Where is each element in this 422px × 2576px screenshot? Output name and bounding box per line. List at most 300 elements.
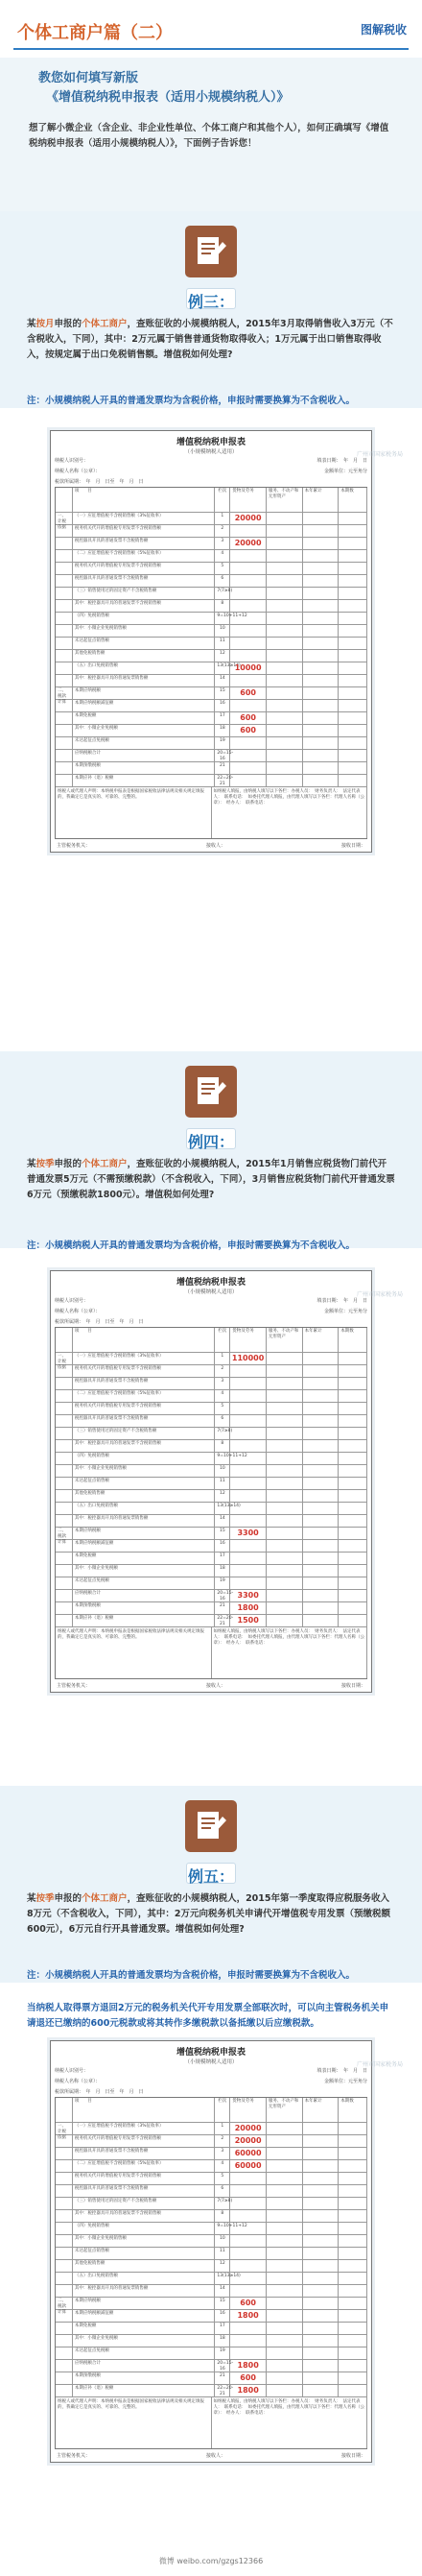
section-cell [56,1390,73,1402]
form-row-item: 未达起征点销售额 [73,638,216,649]
form-row-value [230,1490,267,1502]
section-cell [56,750,73,761]
form-row-empty [303,712,340,724]
form-row-empty [339,638,367,649]
form-row-empty [303,1440,340,1452]
section-cell [56,712,73,724]
form-row-empty [303,762,340,774]
form-row-empty [339,1615,367,1626]
form-row-empty [267,1403,303,1414]
form-row-empty [267,1615,303,1626]
example-label: 例三： [187,293,234,311]
form-row-empty [267,2198,303,2209]
form-row-empty [339,2148,367,2159]
receive-date-label: 接收日期： [340,843,365,849]
form-row-item: 未达起征点免税额 [73,737,216,749]
form-row-empty [303,700,340,711]
form-row-value [230,1465,267,1477]
section-cell [56,1428,73,1439]
form-row-empty [303,2148,340,2159]
form-row-item: 本期应纳税额减征额 [73,2310,216,2322]
vat-return-form [50,2040,372,2463]
form-row-no: 1 [215,513,230,524]
form-row-value: 20000 [230,513,267,524]
form-row-empty [267,563,303,574]
form-row-empty [267,513,303,524]
form-row-no: 21 [215,762,230,774]
vat-return-form [50,430,372,853]
section-cell [56,600,73,612]
form-row-no: 11 [215,2248,230,2259]
section-cell [56,1565,73,1577]
page-header [0,0,422,58]
form-row-empty [267,2273,303,2284]
form-row [56,1378,367,1390]
form-row [56,1403,367,1415]
section-cell [56,2235,73,2247]
form-row-empty [303,1378,340,1389]
section-cell [56,2260,73,2272]
form-row-no: 17 [215,1553,230,1564]
form-row-empty [339,1428,367,1439]
form-receipt-row [51,2449,371,2462]
declaration-text: 纳税人或代理人声明：本纳税申报表是根据国家税收法律法规及相关规定填报的，我确定它是真实的、可靠的、完整的。 [56,787,212,838]
form-title: 增值税纳税申报表 [176,2048,246,2058]
section-cell: 一、计税依据 [56,513,73,524]
form-title: 增值税纳税申报表 [176,1278,246,1288]
form-row-empty [303,1540,340,1552]
form-row-no: 8 [215,2210,230,2222]
line-no-header: 栏次 [215,2098,230,2122]
this-period-goods-header: 货物及劳务 [230,1328,267,1352]
example-note-refund: 当纳税人取得票方退回2万元的税务机关代开专用发票全部联次时，可以向主管税务机关申请退还已缴纳的600元税款或将其转作多缴税款以备抵缴以后应缴税款。 [27,2003,389,2029]
form-row-empty [267,2360,303,2371]
form-row-empty [339,712,367,724]
section-cell: 二、税款计算 [56,687,73,699]
form-row-value [230,750,267,761]
form-row [56,613,367,625]
form-row [56,538,367,550]
fill-date-label: 填表日期： 年 月 日 [316,1298,367,1304]
section-cell [56,538,73,549]
form-row-item: （三）销售使用过的固定资产不含税销售额 [73,588,215,599]
form-title: 增值税纳税申报表 [176,438,246,447]
form-row-item: 应纳税额合计 [73,1590,215,1601]
form-row-empty [303,575,340,587]
section-cell [56,1403,73,1414]
form-row [56,2260,367,2273]
ytd-header: 本年累计 [303,1328,340,1352]
form-row-empty [339,650,367,662]
signature-fields: 如纳税人填报，由纳税人填写以下各栏：办税人员： 财务负责人： 法定代表人： 联系电话： 如委托代理人填报，由代理人填写以下各栏：代理人名称（公章）： 经办人： 联系电话： [212,1627,368,1678]
form-row-no: 22=20-21 [217,776,234,786]
section-cell [56,725,73,736]
form-row-item: 税务机关代开的增值税专用发票不含税销售额 [73,1403,216,1414]
page-footer: 微博 weibo.com/gzgs12366 [158,2557,264,2565]
form-row [56,638,367,650]
section-cell [56,1415,73,1427]
form-row-value: 60000 [230,2148,267,2159]
form-row-no: 1 [215,2123,230,2134]
form-row-empty [267,2123,303,2134]
form-row-no: 9=10+11+12 [215,2223,230,2234]
form-row [56,1553,367,1565]
form-row-value [230,2248,267,2259]
unit-label: 金额单位：元至角分 [323,2079,367,2084]
section-cell [56,1365,73,1377]
form-row-empty [267,650,303,662]
form-row-value [230,737,267,749]
form-row-empty [303,550,340,562]
form-row-empty [303,2123,340,2134]
form-table [55,1327,367,1627]
form-row [56,2160,367,2173]
form-row-empty [339,675,367,686]
form-row [56,2223,367,2235]
form-row-no: 14 [215,675,230,686]
form-row-empty [267,1577,303,1589]
section-cell [56,737,73,749]
form-row-no: 12 [215,650,230,662]
form-row [56,1590,367,1602]
form-row-item: 其中：小微企业免税销售额 [73,2235,216,2247]
form-row-empty [267,762,303,774]
section-cell [56,550,73,562]
form-row-item: 未达起征点销售额 [73,2248,216,2259]
form-row-item: 其中：小微企业免税额 [73,1565,216,1577]
form-row-empty [303,1577,340,1589]
form-row [56,575,367,588]
tax-office-label: 主管税务机关： [57,1683,91,1689]
form-meta-row [51,2065,371,2076]
form-row-empty [303,775,340,786]
line-no-header: 栏次 [215,1328,230,1352]
form-row [56,1428,367,1440]
form-row-no: 8 [215,600,230,612]
form-row-value [230,2223,267,2234]
question-part: 某 [27,319,36,329]
form-row-value [230,1415,267,1427]
form-row-no: 19 [215,2347,230,2359]
section-cell [56,1440,73,1452]
form-row-item: 税控器具开具的普通发票不含税销售额 [73,575,216,587]
this-period-service-header: 服务、不动产和无形资产 [267,2098,303,2122]
example-note: 注：小规模纳税人开具的普通发票均为含税价格，申报时需要换算为不含税收入。 [27,396,356,406]
form-row-empty [267,1465,303,1477]
form-row-item: 其中：小微企业免税销售额 [73,1465,216,1477]
form-row-value: 20000 [230,2135,267,2147]
form-row-no: 8 [215,1440,230,1452]
form-row-empty [303,1565,340,1577]
taxpayer-name-label: 纳税人名称（公章）： [55,1309,101,1314]
form-row-value [230,2347,267,2359]
form-row-empty [303,1553,340,1564]
form-row-empty [339,1553,367,1564]
form-row-empty [303,2248,340,2259]
filing-period-highlight: 按月 [35,319,55,329]
item-header: 项 目 [73,488,216,512]
form-row-value [230,613,267,624]
form-row-item: （三）销售使用过的固定资产不含税销售额 [73,1428,215,1439]
form-row-no: 15 [215,2298,230,2309]
form-row-empty [267,1590,303,1601]
form-row-item: （五）出口免税销售额 [73,662,215,674]
section-cell [56,2360,73,2371]
form-row-empty [339,1565,367,1577]
form-row-empty [303,1415,340,1427]
section-cell [56,2347,73,2359]
form-row-value: 600 [230,2372,267,2384]
form-row-empty [339,2285,367,2297]
form-row-empty [339,1528,367,1539]
form-row-empty [303,725,340,736]
form-row-empty [339,2260,367,2272]
form-row-empty [339,662,367,674]
section-cell [56,2185,73,2197]
form-row-empty [267,1528,303,1539]
form-row [56,2360,367,2372]
form-row-empty [267,1478,303,1489]
form-row-empty [267,625,303,637]
ytd-header: 本年累计 [303,2098,340,2122]
this-period-service-header: 服务、不动产和无形资产 [267,1328,303,1352]
form-row-empty [303,513,340,524]
form-row-empty [303,625,340,637]
form-row-empty [267,2310,303,2322]
form-row-empty [339,2248,367,2259]
form-row-item: 未达起征点销售额 [73,1478,216,1489]
form-row [56,2347,367,2360]
form-row-item: 其中：小微企业免税销售额 [73,625,216,637]
form-row-item: 税务机关代开的增值税专用发票不含税销售额 [73,525,216,537]
form-row-empty [303,2323,340,2334]
form-row-empty [267,737,303,749]
form-row-item: 未达起征点免税额 [73,1577,216,1589]
form-row-empty [267,2185,303,2197]
form-row-value [230,1540,267,1552]
form-row-item: 本期应纳税额 [73,2298,216,2309]
example-label: 例五： [187,1867,234,1886]
form-row-value [230,1440,267,1452]
form-row-value [230,600,267,612]
form-row-empty [267,1540,303,1552]
item-header: 项 目 [73,2098,216,2122]
form-row [56,1577,367,1590]
question-part: 某 [27,1159,36,1169]
form-row-empty [339,2335,367,2347]
form-row-empty [303,525,340,537]
form-row-item: 其他免税销售额 [73,1490,216,1502]
form-row-empty [267,2210,303,2222]
form-row-item: 其中：税控器具开具的普通发票销售额 [73,2285,216,2297]
form-row-value [230,1428,267,1439]
question-part: 某 [27,1893,36,1904]
form-row-empty [339,2173,367,2184]
form-row-empty [303,538,340,549]
form-row-empty [303,2347,340,2359]
form-row [56,1515,367,1528]
form-row-no: 4 [215,1390,230,1402]
form-row-empty [267,1602,303,1614]
ytd-header: 本年累计 [303,488,340,512]
form-row-empty [267,2372,303,2384]
form-row-empty [267,725,303,736]
unit-label: 金额单位：元至角分 [323,1309,367,1314]
section-cell [56,2248,73,2259]
form-row-item: （一）应征增值税不含税销售额（3%征收率） [73,2123,216,2134]
filing-period-highlight: 按季 [35,1159,55,1169]
section-cell [56,2135,73,2147]
form-row [56,650,367,662]
form-row-empty [339,1415,367,1427]
form-row-item: 税控器具开具的普通发票不含税销售额 [73,2185,216,2197]
form-row-item: （三）销售使用过的固定资产不含税销售额 [73,2198,215,2209]
form-row-empty [339,2372,367,2384]
form-row-empty [303,662,340,674]
form-row-value: 110000 [230,1353,267,1364]
form-row-empty [267,613,303,624]
form-row-empty [303,737,340,749]
section-cell [56,1577,73,1589]
taxpayer-id-label: 纳税人识别号： [55,2068,89,2074]
watermark-text: 广州市国家税务局 [356,1291,403,1298]
section-cell [56,2223,73,2234]
form-row-empty [339,1602,367,1614]
form-row-value [230,1565,267,1577]
section-cell [56,2310,73,2322]
section-cell [56,2160,73,2172]
form-row-empty [339,2160,367,2172]
form-row-value [230,1390,267,1402]
form-row-no: 11 [215,1478,230,1489]
form-row-value [230,1515,267,1527]
form-row-empty [339,725,367,736]
form-row [56,550,367,563]
form-header-row [56,488,367,513]
form-row-empty [267,712,303,724]
form-row [56,1415,367,1428]
form-row-no: 14 [215,1515,230,1527]
form-row-empty [267,2298,303,2309]
form-row-no: 22=20-21 [217,2386,234,2396]
form-table [55,2097,367,2397]
form-row-item: 税控器具开具的普通发票不含税销售额 [73,1415,216,1427]
form-row-value [230,638,267,649]
form-row-empty [339,613,367,624]
form-row-empty [267,1365,303,1377]
form-row-empty [267,2260,303,2272]
form-row-empty [267,1453,303,1464]
section-cell [56,2285,73,2297]
form-row [56,2210,367,2223]
section-cell [56,662,73,674]
form-row-value [230,550,267,562]
form-receipt-row [51,839,371,852]
section-cell [56,1453,73,1464]
form-row-value: 10000 [230,662,267,674]
form-row [56,1490,367,1503]
watermark-text: 广州市国家税务局 [356,451,403,458]
this-period-header: 本期数 [339,488,367,512]
form-row-value [230,2335,267,2347]
form-row-empty [267,2248,303,2259]
section-cell: 一、计税依据 [56,2123,73,2134]
form-row [56,2310,367,2323]
section-cell [56,588,73,599]
form-row-value [230,2173,267,2184]
pencil-paper-icon [185,1066,237,1118]
form-row [56,1453,367,1465]
form-declaration [55,787,367,839]
form-row-no: 17 [215,2323,230,2334]
form-row-item: 税控器具开具的普通发票不含税销售额 [73,538,216,549]
section-cell [56,762,73,774]
form-row-empty [267,1378,303,1389]
this-period-goods-header: 货物及劳务 [230,488,267,512]
form-header-row [56,1328,367,1353]
question-part: 申报的 [54,319,82,329]
form-row-empty [303,2310,340,2322]
form-row-value [230,1478,267,1489]
section-cell [56,650,73,662]
form-row-empty [303,2335,340,2347]
form-row-value: 600 [230,712,267,724]
taxpayer-id-label: 纳税人识别号： [55,458,89,464]
form-row-empty [267,525,303,537]
form-row-no: 10 [215,625,230,637]
form-row-value [230,1378,267,1389]
section-cell [56,625,73,637]
taxpayer-type-highlight: 个体工商户 [82,319,128,329]
form-row-item: （二）应征增值税不含税销售额（5%征收率） [73,1390,216,1402]
section-cell [56,563,73,574]
form-row-empty [339,2223,367,2234]
form-row-item: 税务机关代开的增值税专用发票不含税销售额 [73,563,216,574]
form-row [56,700,367,712]
form-row [56,2335,367,2347]
section-cell [56,2148,73,2159]
section-cell [56,1490,73,1502]
form-row-empty [303,1428,340,1439]
form-row-item: （四）免税销售额 [73,2223,215,2234]
form-row-value: 600 [230,725,267,736]
receive-date-label: 接收日期： [340,2453,365,2459]
form-row-empty [303,2260,340,2272]
form-row-empty [303,2385,340,2396]
form-row [56,762,367,775]
form-row-empty [267,638,303,649]
question-part: ，查账征收的小规模纳税人，2015年第一季度取得应税服务收入8万元（不含税收入，下同），其中：2万元向税务机关申请代开增值税专用发票（预缴税额600元），6万元自行开具普通发票。增值税如何处理? [27,1893,390,1935]
form-row [56,1503,367,1515]
form-row-no: 3 [215,1378,230,1389]
form-row-empty [267,2135,303,2147]
form-row-no: 3 [215,538,230,549]
section-cell: 二、税款计算 [56,1528,73,1539]
period-label: 税款所属期： 年 月 日至 年 月 日 [55,479,144,485]
form-row [56,2285,367,2298]
form-row-value [230,2285,267,2297]
period-label: 税款所属期： 年 月 日至 年 月 日 [55,2089,144,2095]
form-row-no: 20=15-16 [217,2361,234,2371]
form-row-empty [303,1390,340,1402]
form-row-empty [267,575,303,587]
form-row-empty [267,2235,303,2247]
form-row-empty [339,2310,367,2322]
section-cell: 一、计税依据 [56,1353,73,1364]
declaration-text: 纳税人或代理人声明：本纳税申报表是根据国家税收法律法规及相关规定填报的，我确定它是真实的、可靠的、完整的。 [56,1627,212,1678]
form-row-item: （四）免税销售额 [73,1453,215,1464]
form-row [56,2235,367,2248]
